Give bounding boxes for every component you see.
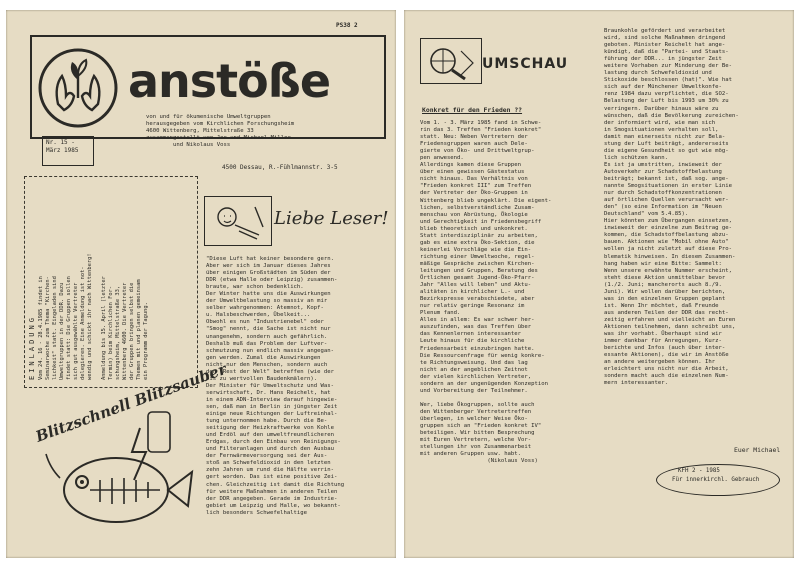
magazine-title: anstöße <box>128 54 331 108</box>
corner-code: PS38 2 <box>336 22 358 29</box>
blitz-fish-illustration <box>20 359 229 544</box>
section-title: UMSCHAU <box>482 56 569 72</box>
invitation-label: EINLADUNG <box>28 315 36 380</box>
hands-plant-logo-icon <box>36 46 120 130</box>
issue-date: März 1985 <box>46 147 79 154</box>
stamp-code: KFH 2 - 1985 <box>678 468 720 474</box>
article-heading: Konkret für den Frieden ?? <box>422 106 523 114</box>
right-page <box>404 10 794 558</box>
sticker-text: Blitzschnell Blitzsauber <box>33 359 229 446</box>
article-column-left: Vom 1. - 3. März 1985 fand in Schwe- rin das 3. Treffen "Frieden konkret" statt. Neu: Neben Vertretern der Friedensgruppen waren auch Dele- gierte von Öko- und Drittweltgrup- pen anwesend. Allerdings kamen diese Gruppen über einen gewissen Gästestatus nicht hinaus. Das Verhältnis von "Frieden konkret III" zum Treffen der Vertreter der Öko-Gruppen in Wittenberg blieb ungeklärt. Die eigent- lichen, selbstverständliche Zusam- menschau von Abrüstung, Ökologie und Gerechtigkeit in Friedensbegriff blieb theoretisch und unkonkret. Statt interdisziplinär zu arbeiten, gab es eine extra Öko-Sektion, die keinerlei Vorschläge wie die Ein- richtung einer Umweltwoche, regel- mäßige Gespräche zwischen Kirchen- leitungen und Gruppen, Beratung des Örtlichen gesamt Jugend-Öko-Pfarr- Jahr "Alles will leben" und Aktu- alitäten in kirchlicher L.- und Bezirkspresse verabschiedete, aber nur relativ geringe Resonanz im Plenum fand. Alles in allem: Es war schwer her- auszufinden, was das Treffen über das Kennenlernen interessanter Leute hinaus für die kirchliche Friedensarbeit einzubringen hatte. Die Ressourcenfrage für wenig konkre- te Richtungsweisung. Und das lag nicht an der angeblichen Zeitnot der vielen kirchlichen Vertreter, sondern an der ungenügenden Konzeption und Vorbereitung der Teilnehmer. Wer, liebe Ökogruppen, sollte auch den Wittenberger Vertretertreffen überlegen, in welcher Weise Öko- gruppen sich an "Frieden konkret IV" beteiligen. Wir bitten Besprechung mit Euren Vertretern, welche Vor- stellungen ihr von Zusammenarbeit mit anderen Gruppen usw. habt. (Nikolaus Voss) <box>420 120 552 465</box>
left-page <box>6 10 396 558</box>
invitation-panel <box>24 176 196 386</box>
invitation-text: Vom 24. 16 - 28.4.1985 findet in Seminarwoche zum Thema "Kirchen- lichkeit" statt. Eingeladen sind Umweltgruppen in der DDR. Dazu findet statt: Die Gruppen sollen sich gut ausgewählte Vertreter delegieren. Eine Anmeldung ist not- wendig und schickt ihr nach Wittenberg! Anmeldung bis 15. April (letzter Termin) beim Kirchlichen For- schungsheim, Mittelstraße 33, Wittenberg 4600. Die Vertreter der Gruppen bringen selbst die Themen mit und planen gemeinsam ein Programm der Tagung. <box>38 253 149 380</box>
stamp-note: Für innerkirchl. Gebrauch <box>672 477 760 483</box>
letter-greeting: Liebe Leser! <box>274 208 389 229</box>
editor-address: 4500 Dessau, R.-Fühlmannstr. 3-5 <box>222 164 338 171</box>
issue-box <box>42 136 94 166</box>
writer-at-desk-illustration <box>204 196 272 246</box>
magnifier-globe-icon <box>420 38 482 84</box>
editorial-letter: "Diese Luft hat keiner besondere gern. Aber wer sich im Januar dieses Jahres über einigen Großstädten im Süden der DDR (etwa Halle oder Leipzig) zusammen- braute, war schon bedenklich. Der Winter hatte uns die Auswirkungen der Umweltbelastung so massiv an mir selber wahrgenommen: Atemnot, Kopf- u. Halsbeschwerden, Übelkeit... Obwohl es nun "Industrienebel" oder "Smog" nennt, die Sache ist nicht nur unangenehm, sondern auch gefährlich. Deshalb muß das Problem der Luftver- schmutzung nun endlich massiv angegan- gen werden. Zumal die Auswirkungen nicht nur den Menschen, sondern auch den "Rest der Welt" betreffen (wie der bis zu wertvollen Baudenkmälern). Der Minister für Umweltschutz und Was- serwirtschaft, Dr. Hans Reichelt, hat in einem ADN-Interview darauf hingewie- sen, daß man in Berlin in jüngster Zeit einige neue Richtungen der Luftreinhal- tung unternommen habe. Durch die Be- seitigung der Heizkraftwerke von Kohle und Erdöl auf den umweltfreundlicheren Erdgas, durch den Einbau von Reinigungs- und Filteranlagen und durch den Ausbau der Fernwärmeversorgung sei der Aus- stoß an Schwefeldioxid in den letzten zehn Jahren um rund die Hälfte verrin- gert worden. Das ist eine positive Zei- chen. Gleichzeitig ist damit die Richtung für weitere Maßnahmen in anderen Teilen der DDR angegeben. Gerade im Industrie- gebiet um Leipzig und Halle, wo bekannt- lich besonders Schwefelhaltige <box>206 256 345 516</box>
signature: Euer Michael <box>734 446 781 454</box>
issue-number: Nr. 15 - <box>46 139 75 146</box>
masthead-info: von und für ökumenische Umweltgruppen herausgegeben vom Kirchlichen Forschungsheim 4600 Wittenberg, Mittelstraße 33 zusammengestellt von Joe und Michael Miller und Nikolaus Voss <box>146 114 295 148</box>
article-column-right: Braunkohle gefördert und verarbeitet wird, sind solche Maßnahmen dringend geboten. Minister Reichelt hat ange- kündigt, daß die "Partei- und Staats- führung der DDR... in jüngster Zeit weitere Vorhaben zur Minderung der Be- lastung durch Schwefeldioxid und Stickoxide beschlossen (hat)". Wie hat sich auf der Münchener Umweltkonfe- renz 1984 dazu verpflichtet, die SO2- Belastung der Luft bis 1993 um 30% zu verringern. Darüber hinaus wäre zu wünschen, daß die Bevölkerung zureichen- der informiert wird, wie man sich in Smogsituationen verhalten soll, damit man einerseits nicht zur Bela- stung der Luft beiträgt, andererseits die eigene Gesundheit so gut wie mög- lich schützen kann. Es ist ja umstritten, inwieweit der Autoverkehr zur Schadstoffbelastung beiträgt; bekannt ist, daß sog. ange- nannte Smogsituationen in erster Linie nur durch Schadstoffkonzentrationen auf örtlichen Quellen verursacht wer- den" (so eine Information im "Neuen Deutschland" vom 5.4.85). Hier könnten zum Übergangen einsetzen, inwieweit der einzelne zum Beitrag ge- kommen, die Schadstoffbelastung abzu- bauen. Aktionen wie "Mobil ohne Auto" wollen ja nicht zuletzt auf diese Pro- blematik hinweisen. In diesem Zusammen- hang haben wir eine Bitte: Sammelt: Wenn unsere erwähnte Nummer erscheint, steht diese Aktion unmittelbar bevor (1./2. Juni; mancherorts auch 8./9. Juni). Wir wollen darüber berichten, was in den einzelnen Gruppen geplant ist. Wenn Ihr möchtet, daß Freunde aus anderen Teilen der DDR das recht- zeitig erfahren und vielleicht an Euren Aktionen teilnehmen, dann schreibt uns, was ihr vorhabt. Überhaupt sind wir immer dankbar für Anregungen, Kurz- berichte und Infos (auch über inter- essante Aktionen), die wir im Anstöße an andere weitergeben können. Ihr erleichtert uns nicht nur die Arbeit, sondern macht auch die einzelnen Num- mern interessanter. <box>604 28 739 387</box>
